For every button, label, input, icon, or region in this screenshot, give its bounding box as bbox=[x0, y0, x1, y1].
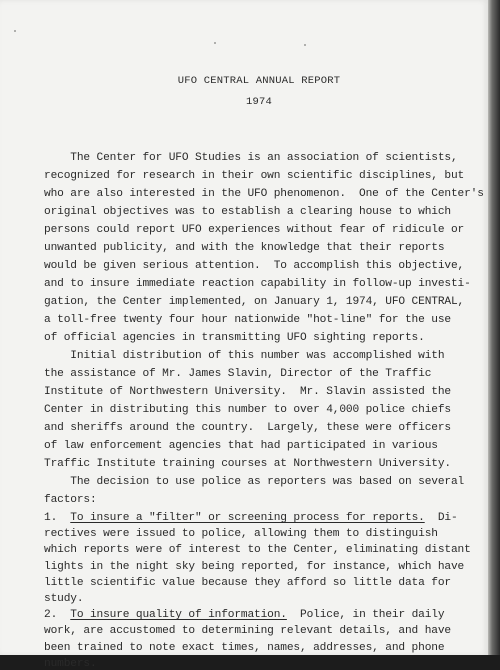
paragraph-line: original objectives was to establish a clearing house to which bbox=[44, 206, 451, 218]
list-item-2-heading: To insure quality of information. bbox=[70, 609, 287, 622]
list-item-1-line: lights in the night sky being reported, for instance, which have bbox=[44, 560, 465, 573]
paragraph-line: The Center for UFO Studies is an association of scientists, bbox=[44, 152, 458, 164]
paragraph-line: persons could report UFO experiences without fear of ridicule or bbox=[44, 224, 465, 236]
paragraph-line: recognized for research in their own scientific disciplines, but bbox=[44, 170, 465, 182]
paragraph-line: Traffic Institute training courses at Northwestern University. bbox=[44, 458, 451, 470]
list-item-1-heading: To insure a "filter" or screening process for reports. bbox=[70, 512, 425, 524]
report-year: 1974 bbox=[245, 96, 272, 108]
paragraph-line: gation, the Center implemented, on January 1, 1974, UFO CENTRAL, bbox=[44, 296, 465, 308]
report-title: UFO CENTRAL ANNUAL REPORT bbox=[177, 75, 341, 87]
paragraph-line: of official agencies in transmitting UFO sighting reports. bbox=[44, 332, 425, 344]
paragraph-line: Initial distribution of this number was accomplished with bbox=[44, 350, 445, 362]
list-item-2-text: Police, in their daily bbox=[286, 609, 445, 622]
paragraph-line: and to insure immediate reaction capability in follow-up investi- bbox=[44, 278, 471, 290]
page-edge-shadow bbox=[488, 0, 500, 655]
paragraph-line: factors: bbox=[44, 494, 97, 506]
paragraph-line: unwanted publicity, and with the knowledge that their reports bbox=[44, 242, 445, 254]
paragraph-line: and sheriffs around the country. Largely, these were officers bbox=[44, 422, 451, 434]
speck-mark bbox=[304, 44, 306, 46]
paragraph-line: The decision to use police as reporters was based on several bbox=[44, 476, 465, 488]
list-item-2-line: been trained to note exact times, names, addresses, and phone bbox=[44, 641, 445, 654]
list-item-2-number: 2. bbox=[44, 609, 71, 622]
list-item-1-text: Di- bbox=[424, 512, 458, 524]
list-item-1-first-line bbox=[44, 512, 458, 524]
paragraph-line: who are also interested in the UFO phenomenon. One of the Center's bbox=[44, 188, 484, 200]
list-item-2-line: work, are accustomed to determining relevant details, and have bbox=[44, 625, 451, 638]
speck-mark bbox=[14, 30, 16, 32]
list-item-1-line: which reports were of interest to the Center, eliminating distant bbox=[44, 544, 471, 557]
speck-mark bbox=[214, 42, 216, 44]
list-item-2-line: numbers. bbox=[44, 657, 97, 670]
list-item-1-line: little scientific value because they afford so little data for bbox=[44, 576, 451, 589]
list-item-2-first-line bbox=[44, 609, 444, 621]
list-item-1-line: rectives were issued to police, allowing them to distinguish bbox=[44, 528, 438, 541]
paragraph-line: Center in distributing this number to over 4,000 police chiefs bbox=[44, 404, 451, 416]
paragraph-line: of law enforcement agencies that had participated in various bbox=[44, 440, 438, 452]
list-item-1-line: study. bbox=[44, 593, 84, 605]
list-item-1-number: 1. bbox=[44, 512, 71, 524]
paragraph-line: would be given serious attention. To accomplish this objective, bbox=[44, 260, 465, 272]
paragraph-line: a toll-free twenty four hour nationwide "hot-line" for the use bbox=[44, 314, 451, 326]
paragraph-line: the assistance of Mr. James Slavin, Director of the Traffic bbox=[44, 368, 432, 380]
paragraph-line: Institute of Northwestern University. Mr. Slavin assisted the bbox=[44, 386, 451, 398]
